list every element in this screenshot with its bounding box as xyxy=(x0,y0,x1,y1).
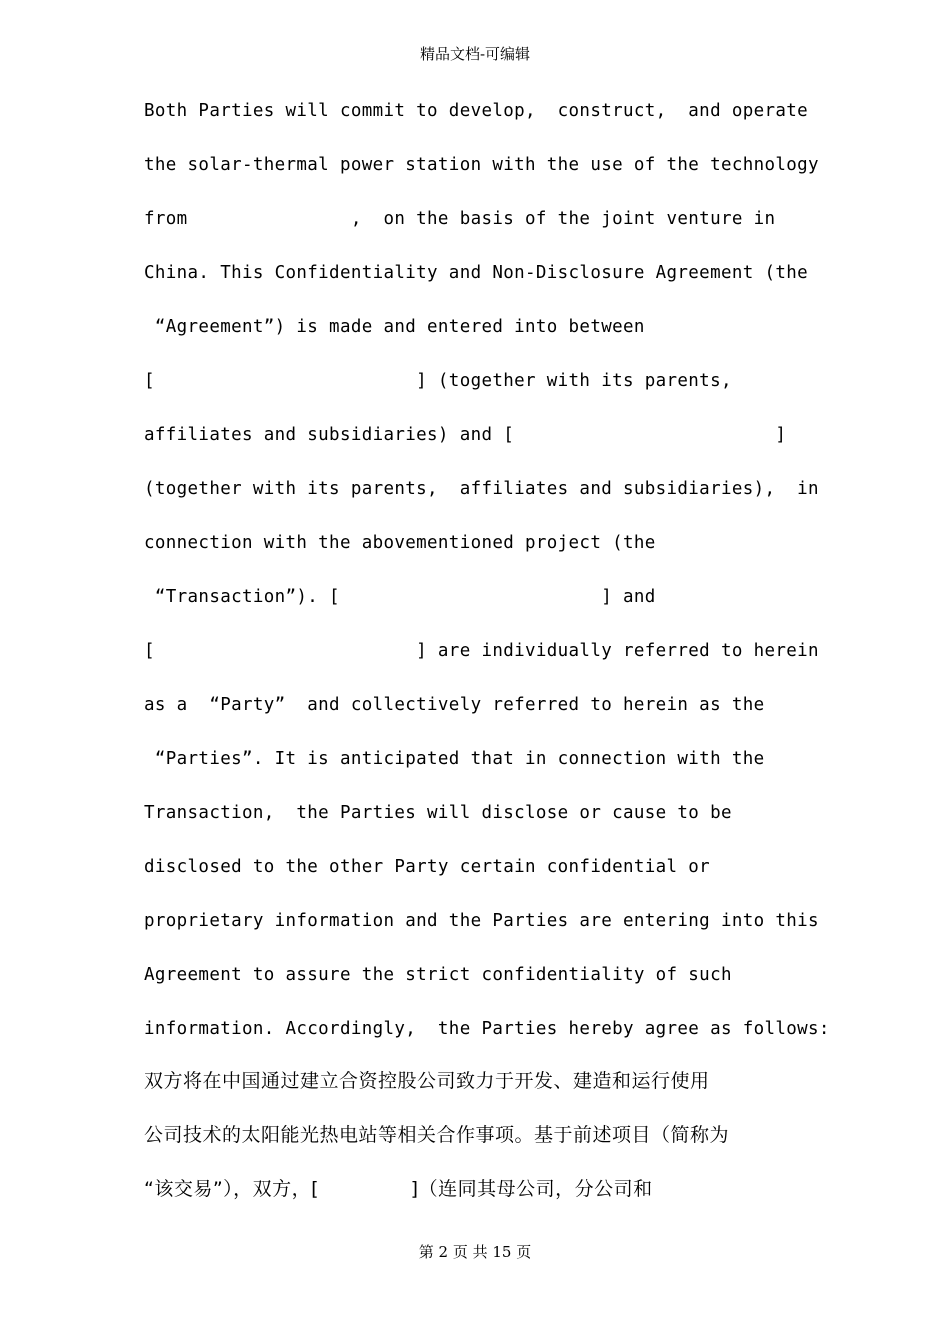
body-line: “Agreement”) is made and entered into between xyxy=(144,317,645,337)
body-line-chinese: “该交易”），双方，[ ]（连同其母公司，分公司和 xyxy=(144,1178,653,1200)
body-line: (together with its parents, affiliates and subsidiaries), in xyxy=(144,479,819,499)
body-line: connection with the abovementioned project (the xyxy=(144,533,656,553)
body-line: as a “Party” and collectively referred to herein as the xyxy=(144,695,765,715)
body-line: Agreement to assure the strict confidentiality of such xyxy=(144,965,732,985)
body-line: from , on the basis of the joint venture in xyxy=(144,209,776,229)
body-line: the solar-thermal power station with the use of the technology xyxy=(144,155,819,175)
body-line: affiliates and subsidiaries) and [ ] xyxy=(144,425,787,445)
body-line: “Transaction”). [ ] and xyxy=(144,587,656,607)
body-line: disclosed to the other Party certain confidential or xyxy=(144,857,711,877)
body-line-chinese: 双方将在中国通过建立合资控股公司致力于开发、建造和运行使用 xyxy=(144,1070,710,1092)
body-line: information. Accordingly, the Parties hereby agree as follows: xyxy=(144,1019,830,1039)
body-line: Both Parties will commit to develop, construct, and operate xyxy=(144,101,809,121)
page-footer: 第 2 页 共 15 页 xyxy=(418,1243,532,1261)
body-line: “Parties”. It is anticipated that in connection with the xyxy=(144,749,765,769)
body-line: [ ] (together with its parents, xyxy=(144,371,732,391)
body-line: proprietary information and the Parties are entering into this xyxy=(144,911,819,931)
page-header: 精品文档-可编辑 xyxy=(419,45,531,63)
body-line-chinese: 公司技术的太阳能光热电站等相关合作事项。基于前述项目（简称为 xyxy=(144,1124,730,1146)
body-line: Transaction, the Parties will disclose or cause to be xyxy=(144,803,732,823)
body-line: China. This Confidentiality and Non-Disclosure Agreement (the xyxy=(144,263,809,283)
body-line: [ ] are individually referred to herein xyxy=(144,641,819,661)
